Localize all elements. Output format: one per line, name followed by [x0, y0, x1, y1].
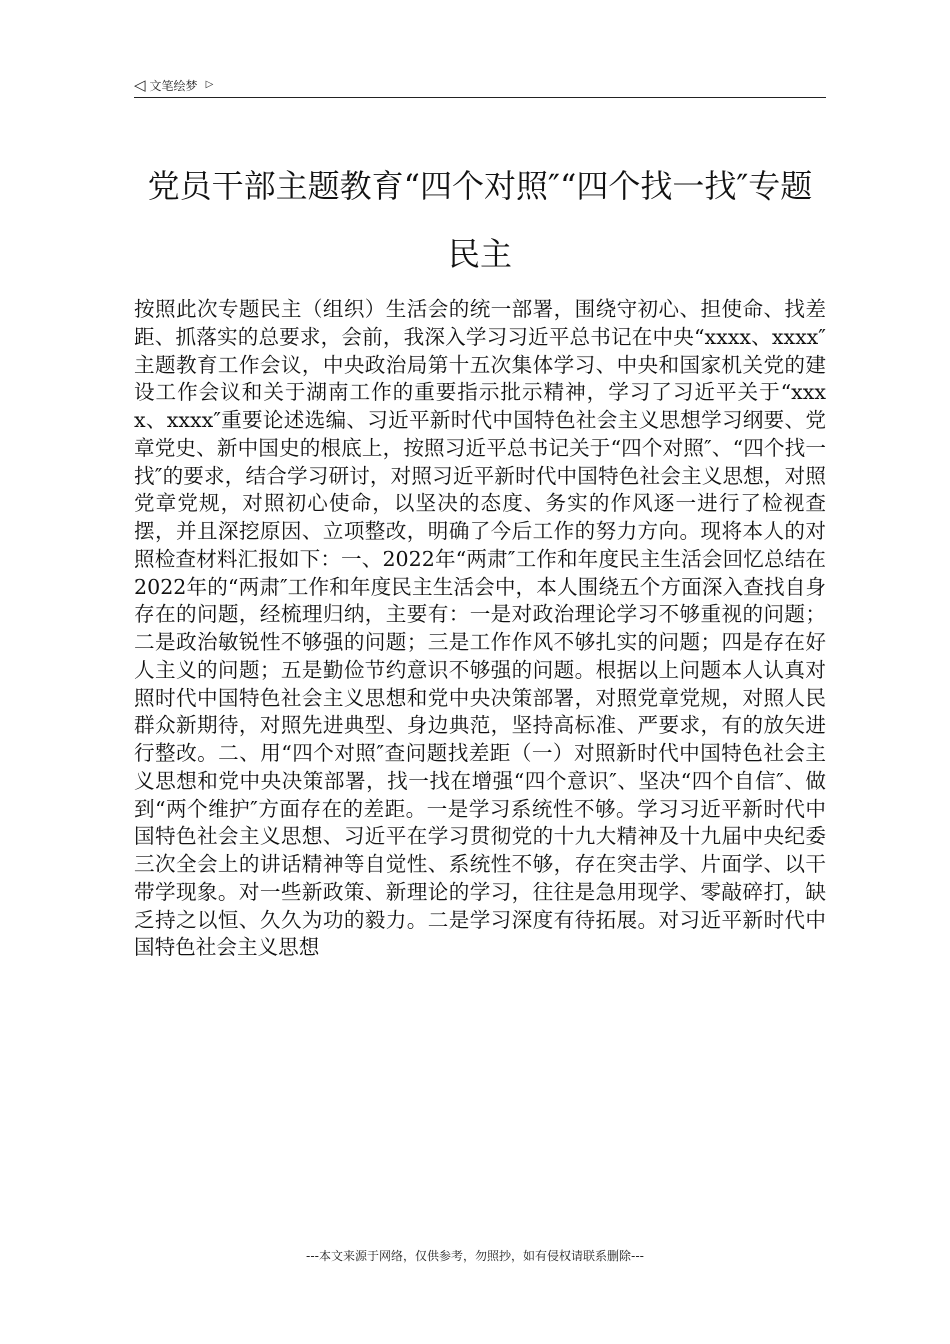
- page-header: [134, 74, 826, 96]
- header-divider: [134, 97, 826, 98]
- document-body: 按照此次专题民主（组织）生活会的统一部署，围绕守初心、担使命、找差距、抓落实的总要求，会前，我深入学习习近平总书记在中央“xxxx、xxxx″主题教育工作会议，中央政治局第十五次集体学习、中央和国家机关党的建设工作会议和关于湖南工作的重要指示批示精神，学习了习近平关于“xxxx、xxxx″重要论述选编、习近平新时代中国特色社会主义思想学习纲要、党章党史、新中国史的根底上，按照习近平总书记关于“四个对照″、“四个找一找″的要求，结合学习研讨，对照习近平新时代中国特色社会主义思想，对照党章党规，对照初心使命，以坚决的态度、务实的作风逐一进行了检视查摆，并且深挖原因、立项整改，明确了今后工作的努力方向。现将本人的对照检查材料汇报如下：一、2022年“两肃″工作和年度民主生活会回忆总结在2022年的“两肃″工作和年度民主生活会中，本人围绕五个方面深入查找自身存在的问题，经梳理归纳，主要有：一是对政治理论学习不够重视的问题；二是政治敏锐性不够强的问题；三是工作作风不够扎实的问题；四是存在好人主义的问题；五是勤俭节约意识不够强的问题。根据以上问题本人认真对照时代中国特色社会主义思想和党中央决策部署，对照党章党规，对照人民群众新期待，对照先进典型、身边典范，坚持高标准、严要求，有的放矢进行整改。二、用“四个对照″查问题找差距（一）对照新时代中国特色社会主义思想和党中央决策部署，找一找在增强“四个意识″、坚决“四个自信″、做到“两个维护″方面存在的差距。一是学习系统性不够。学习习近平新时代中国特色社会主义思想、习近平在学习贯彻党的十九大精神及十九届中央纪委三次全会上的讲话精神等自觉性、系统性不够，存在突击学、片面学、以干带学现象。对一些新政策、新理论的学习，往往是急用现学、零敲碎打，缺乏持之以恒、久久为功的毅力。二是学习深度有待拓展。对习近平新时代中国特色社会主义思想: [134, 297, 826, 960]
- brand-label: 文笔绘梦: [149, 78, 198, 93]
- left-triangle-icon: ◁: [134, 75, 146, 94]
- right-triangle-icon: ▷: [205, 79, 214, 90]
- footer-notice: ---本文来源于网络，仅供参考，勿照抄，如有侵权请联系删除---: [306, 1249, 644, 1263]
- document-title: 党员干部主题教育“四个对照″“四个找一找″专题民主: [147, 167, 813, 273]
